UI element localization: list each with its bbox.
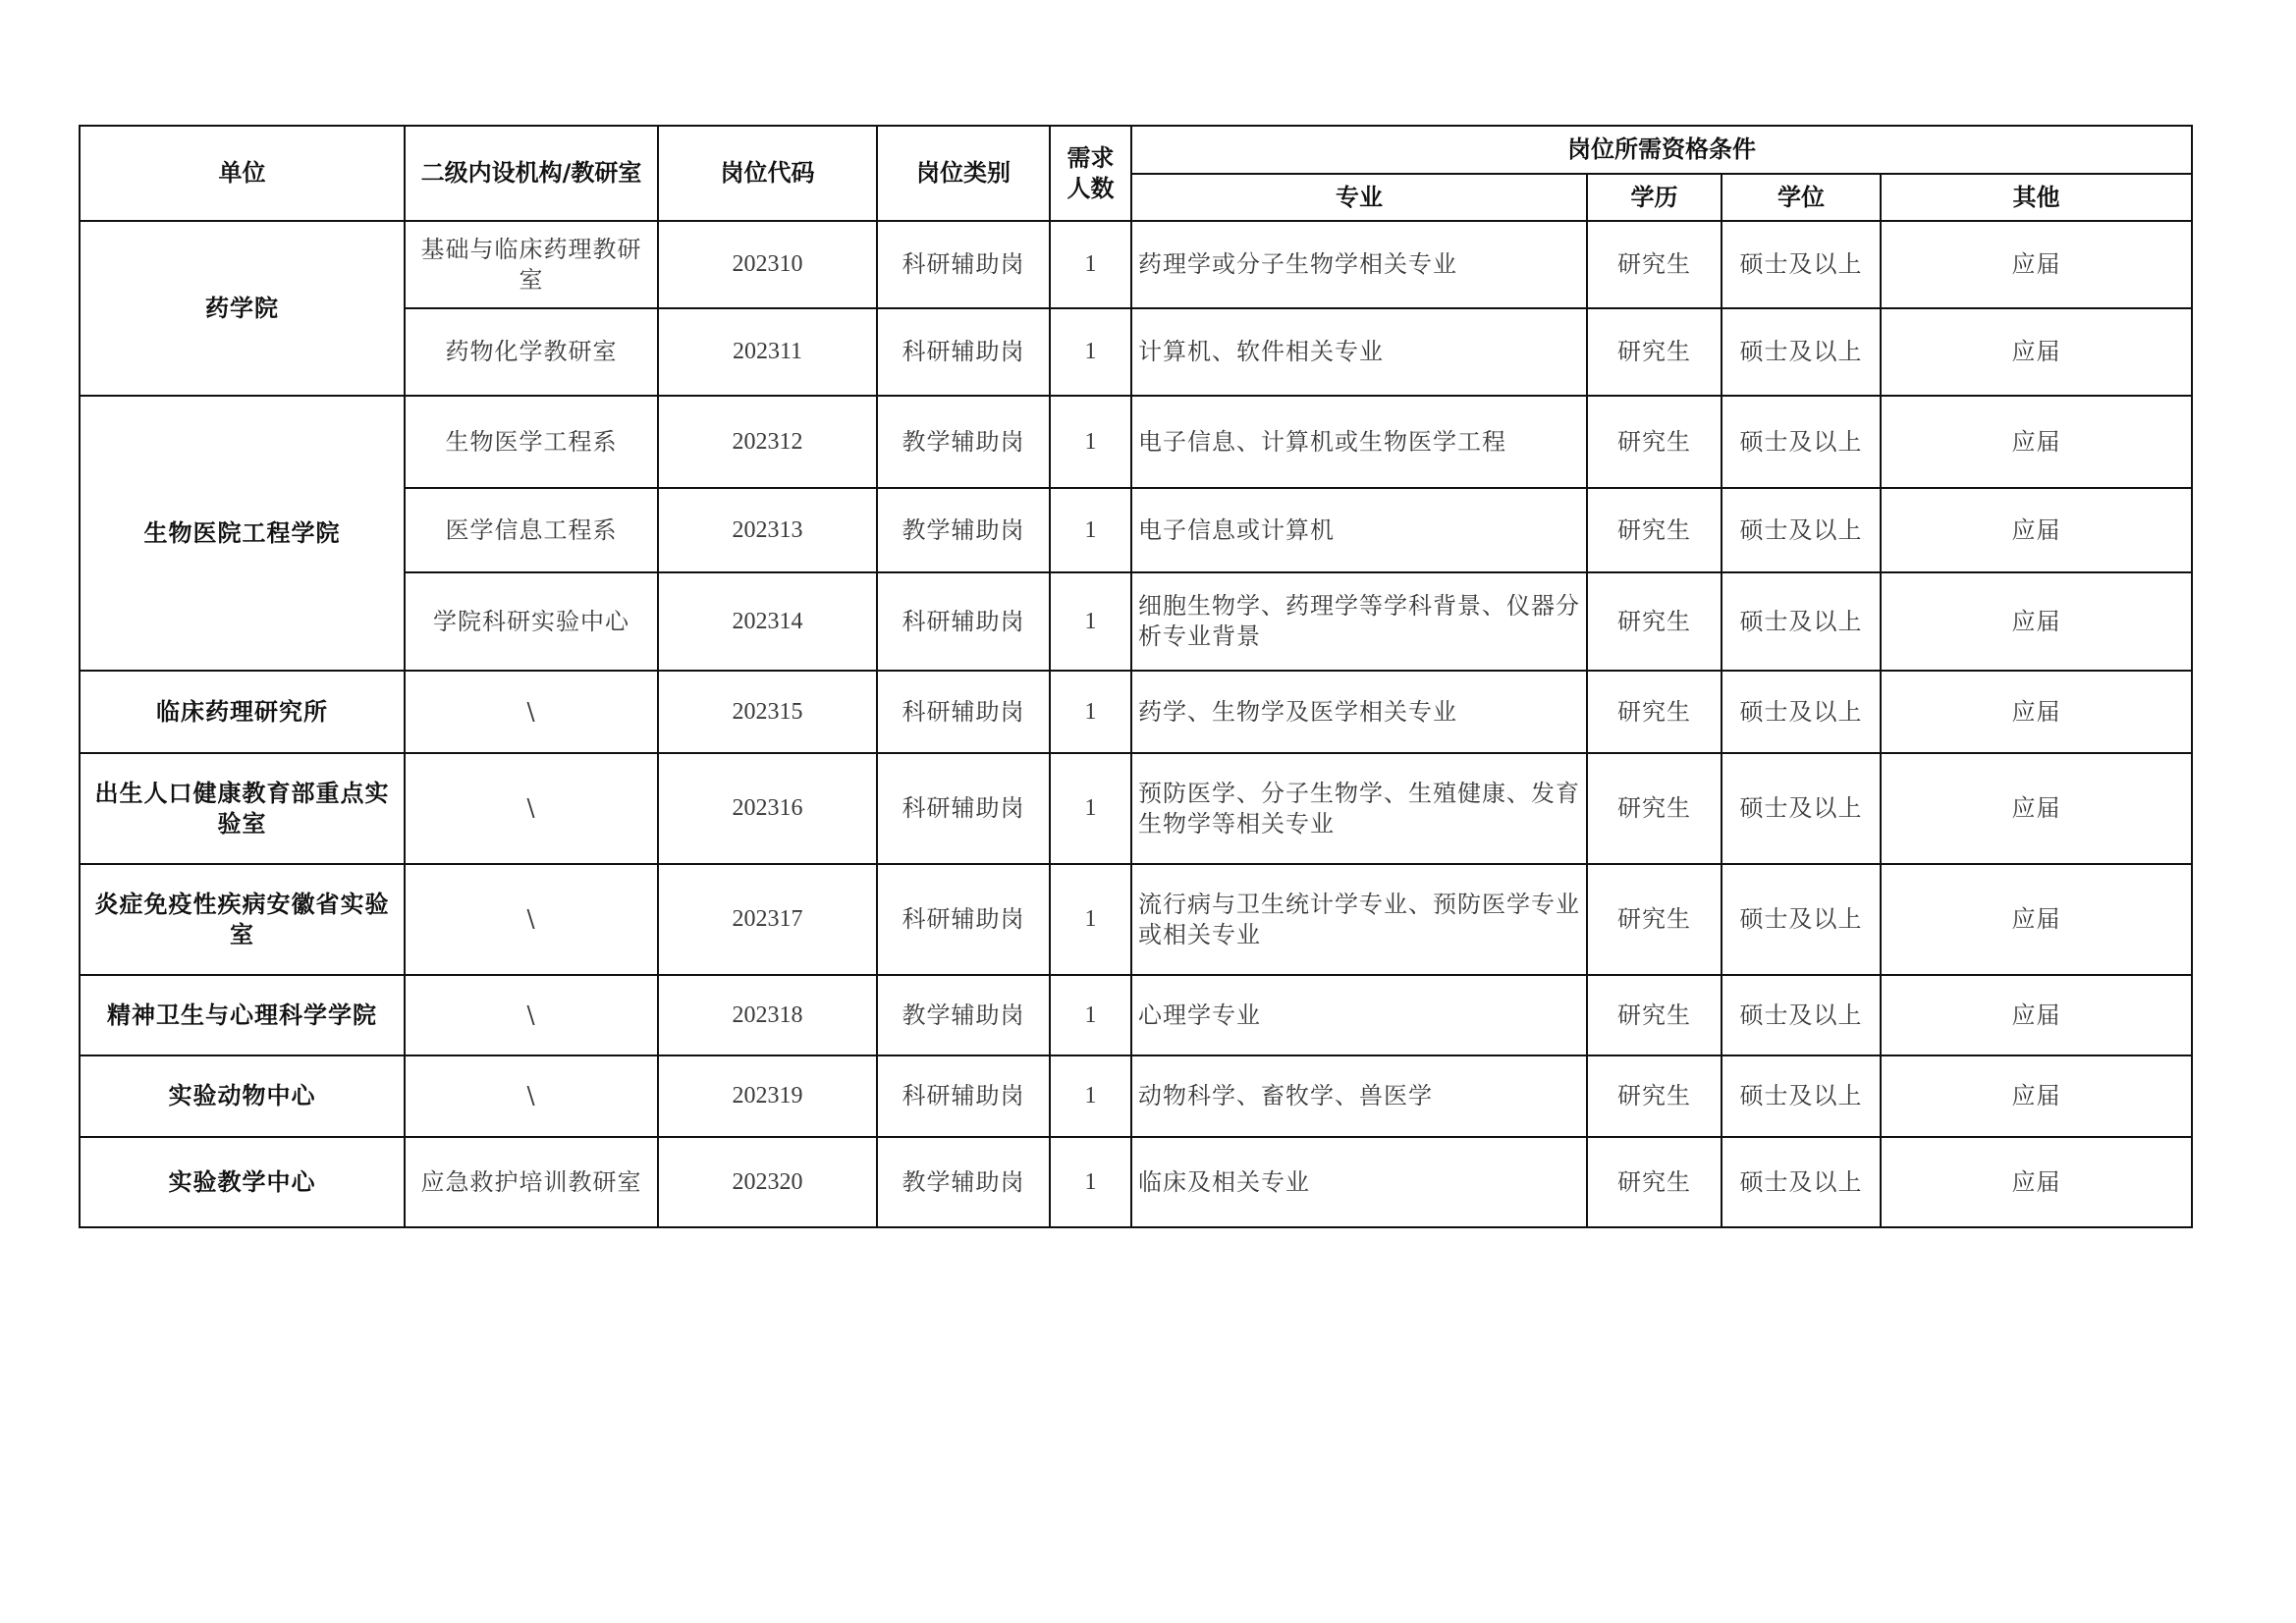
header-code: 岗位代码 [658,126,877,221]
other-cell: 应届 [1881,396,2192,488]
other-cell: 应届 [1881,864,2192,975]
code-cell: 202317 [658,864,877,975]
category-cell: 科研辅助岗 [877,572,1050,671]
degree-cell: 硕士及以上 [1722,671,1881,753]
code-cell: 202312 [658,396,877,488]
table-row [80,975,2192,1055]
header-row [80,126,2192,174]
header-other: 其他 [1881,174,2192,221]
dept-cell: \ [405,864,658,975]
major-cell: 预防医学、分子生物学、生殖健康、发育生物学等相关专业 [1131,753,1587,864]
code-cell: 202316 [658,753,877,864]
unit-cell: 实验教学中心 [80,1137,405,1227]
other-cell: 应届 [1881,572,2192,671]
category-cell: 教学辅助岗 [877,975,1050,1055]
other-cell: 应届 [1881,488,2192,572]
major-cell: 电子信息或计算机 [1131,488,1587,572]
header-major: 专业 [1131,174,1587,221]
other-cell: 应届 [1881,221,2192,308]
code-cell: 202320 [658,1137,877,1227]
category-cell: 科研辅助岗 [877,671,1050,753]
code-cell: 202315 [658,671,877,753]
category-cell: 教学辅助岗 [877,1137,1050,1227]
major-cell: 药学、生物学及医学相关专业 [1131,671,1587,753]
education-cell: 研究生 [1587,308,1722,396]
unit-cell: 药学院 [80,221,405,396]
header-degree: 学位 [1722,174,1881,221]
degree-cell: 硕士及以上 [1722,1137,1881,1227]
major-cell: 动物科学、畜牧学、兽医学 [1131,1055,1587,1137]
other-cell: 应届 [1881,753,2192,864]
other-cell: 应届 [1881,671,2192,753]
dept-cell: \ [405,671,658,753]
count-cell: 1 [1050,572,1131,671]
other-cell: 应届 [1881,308,2192,396]
code-cell: 202313 [658,488,877,572]
dept-cell: 生物医学工程系 [405,396,658,488]
degree-cell: 硕士及以上 [1722,975,1881,1055]
education-cell: 研究生 [1587,864,1722,975]
dept-cell: 药物化学教研室 [405,308,658,396]
table-row [80,864,2192,975]
table-row [80,1137,2192,1227]
category-cell: 科研辅助岗 [877,221,1050,308]
header-dept: 二级内设机构/教研室 [405,126,658,221]
table-row [80,753,2192,864]
code-cell: 202319 [658,1055,877,1137]
other-cell: 应届 [1881,1137,2192,1227]
count-cell: 1 [1050,671,1131,753]
degree-cell: 硕士及以上 [1722,308,1881,396]
education-cell: 研究生 [1587,753,1722,864]
education-cell: 研究生 [1587,396,1722,488]
job-table-container [79,125,2193,1228]
unit-cell: 出生人口健康教育部重点实验室 [80,753,405,864]
header-education: 学历 [1587,174,1722,221]
count-cell: 1 [1050,308,1131,396]
count-cell: 1 [1050,1137,1131,1227]
education-cell: 研究生 [1587,1137,1722,1227]
header-unit: 单位 [80,126,405,221]
degree-cell: 硕士及以上 [1722,488,1881,572]
count-cell: 1 [1050,396,1131,488]
category-cell: 科研辅助岗 [877,1055,1050,1137]
code-cell: 202311 [658,308,877,396]
table-row [80,221,2192,308]
count-cell: 1 [1050,1055,1131,1137]
dept-cell: \ [405,1055,658,1137]
count-cell: 1 [1050,864,1131,975]
degree-cell: 硕士及以上 [1722,864,1881,975]
dept-cell: \ [405,975,658,1055]
count-cell: 1 [1050,221,1131,308]
degree-cell: 硕士及以上 [1722,396,1881,488]
dept-cell: 应急救护培训教研室 [405,1137,658,1227]
education-cell: 研究生 [1587,221,1722,308]
table-row [80,396,2192,488]
job-table [79,125,2193,1228]
major-cell: 心理学专业 [1131,975,1587,1055]
degree-cell: 硕士及以上 [1722,221,1881,308]
table-row [80,671,2192,753]
education-cell: 研究生 [1587,975,1722,1055]
education-cell: 研究生 [1587,488,1722,572]
major-cell: 临床及相关专业 [1131,1137,1587,1227]
dept-cell: \ [405,753,658,864]
degree-cell: 硕士及以上 [1722,572,1881,671]
other-cell: 应届 [1881,975,2192,1055]
code-cell: 202318 [658,975,877,1055]
dept-cell: 学院科研实验中心 [405,572,658,671]
degree-cell: 硕士及以上 [1722,753,1881,864]
unit-cell: 炎症免疫性疾病安徽省实验室 [80,864,405,975]
unit-cell: 生物医院工程学院 [80,396,405,671]
category-cell: 教学辅助岗 [877,396,1050,488]
education-cell: 研究生 [1587,671,1722,753]
count-cell: 1 [1050,488,1131,572]
header-qualifications: 岗位所需资格条件 [1131,126,2192,174]
header-category: 岗位类别 [877,126,1050,221]
major-cell: 计算机、软件相关专业 [1131,308,1587,396]
category-cell: 科研辅助岗 [877,308,1050,396]
unit-cell: 实验动物中心 [80,1055,405,1137]
degree-cell: 硕士及以上 [1722,1055,1881,1137]
count-cell: 1 [1050,753,1131,864]
code-cell: 202314 [658,572,877,671]
major-cell: 细胞生物学、药理学等学科背景、仪器分析专业背景 [1131,572,1587,671]
unit-cell: 临床药理研究所 [80,671,405,753]
education-cell: 研究生 [1587,1055,1722,1137]
major-cell: 电子信息、计算机或生物医学工程 [1131,396,1587,488]
unit-cell: 精神卫生与心理科学学院 [80,975,405,1055]
dept-cell: 基础与临床药理教研室 [405,221,658,308]
major-cell: 流行病与卫生统计学专业、预防医学专业或相关专业 [1131,864,1587,975]
dept-cell: 医学信息工程系 [405,488,658,572]
category-cell: 科研辅助岗 [877,753,1050,864]
education-cell: 研究生 [1587,572,1722,671]
code-cell: 202310 [658,221,877,308]
table-row [80,1055,2192,1137]
count-cell: 1 [1050,975,1131,1055]
category-cell: 科研辅助岗 [877,864,1050,975]
category-cell: 教学辅助岗 [877,488,1050,572]
major-cell: 药理学或分子生物学相关专业 [1131,221,1587,308]
other-cell: 应届 [1881,1055,2192,1137]
header-count: 需求人数 [1050,126,1131,221]
